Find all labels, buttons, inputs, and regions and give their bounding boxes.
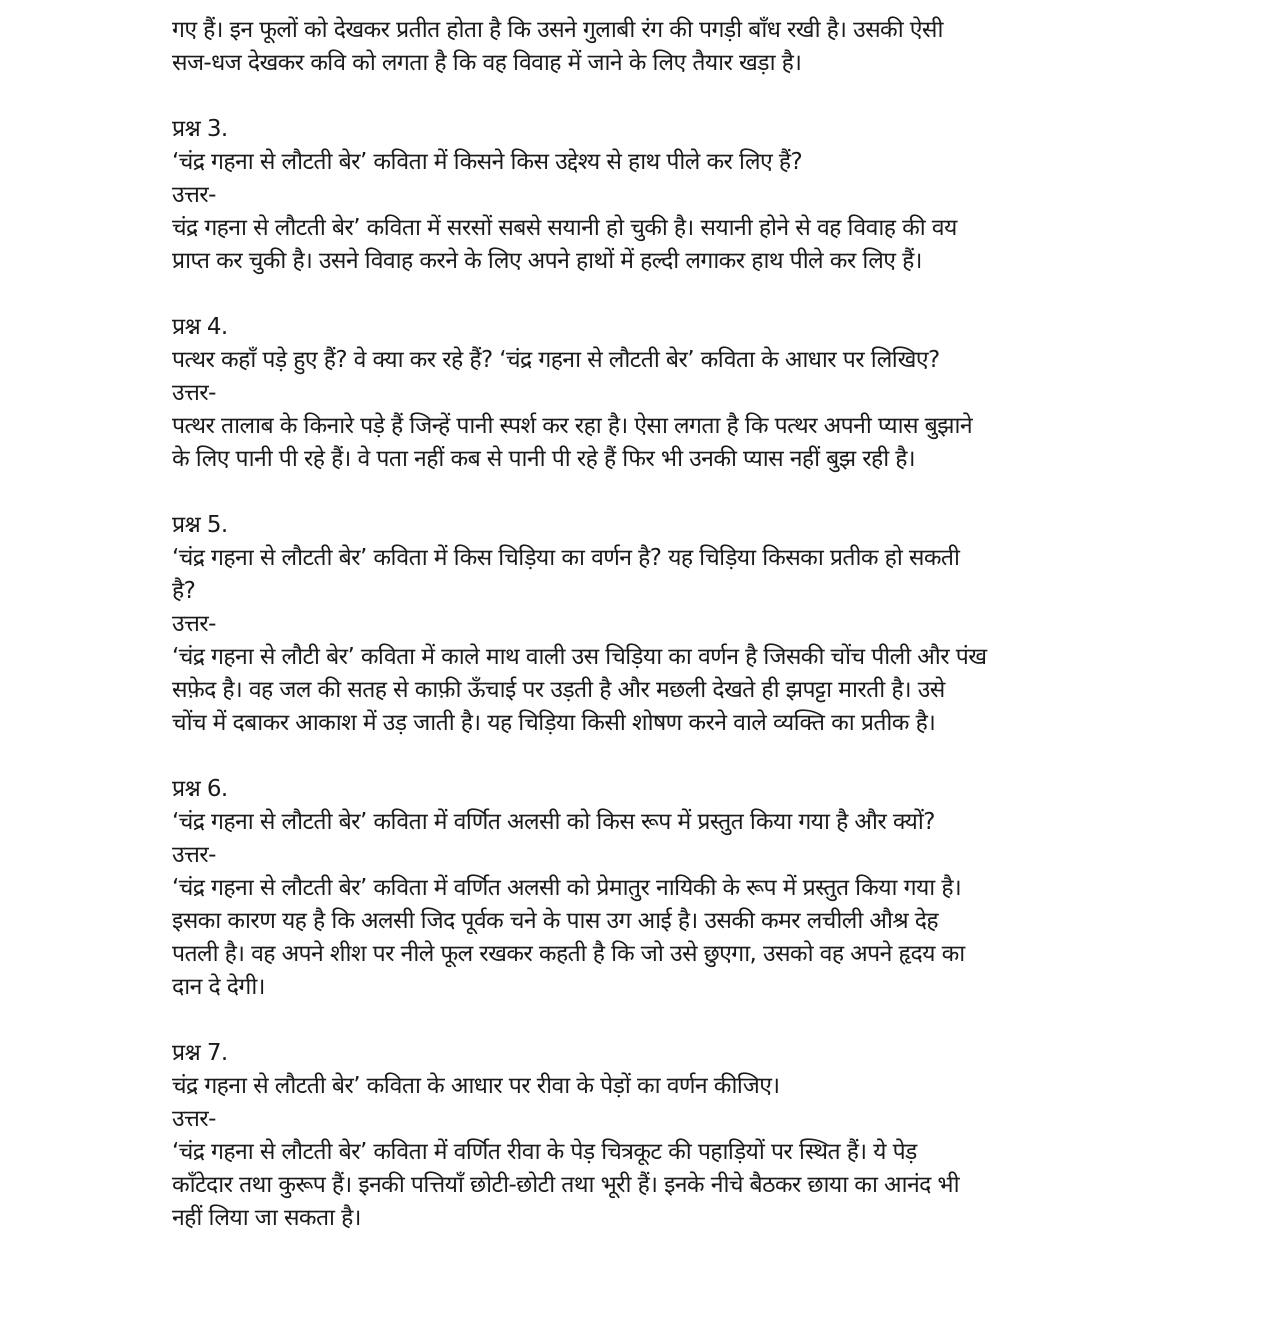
document-page [172,14,1147,1235]
answer-label: उत्तर- [172,1106,216,1132]
answer-label: उत्तर- [172,380,216,406]
question-number: प्रश्न 5. [172,512,228,538]
question-number: प्रश्न 7. [172,1040,228,1066]
question-block-4 [172,311,1147,476]
question-number: प्रश्न 3. [172,116,228,142]
answer-text: ‘चंद्र गहना से लौटती बेर’ कविता में वर्णित रीवा के पेड़ चित्रकूट की पहाड़ियों पर स्थित हैं। ये पेड़ [172,1139,917,1165]
answer-text: चंद्र गहना से लौटती बेर’ कविता में सरसों सबसे सयानी हो चुकी है। सयानी होने से वह विवाह की वय [172,215,957,241]
question-text: पत्थर कहाँ पड़े हुए हैं? वे क्या कर रहे हैं? ‘चंद्र गहना से लौटती बेर’ कविता के आधार पर लिखिए? [172,347,940,373]
question-block-6 [172,773,1147,1004]
answer-text: के लिए पानी पी रहे हैं। वे पता नहीं कब से पानी पी रहे हैं फिर भी उनकी प्यास नहीं बुझ रही है। [172,446,916,472]
answer-text: ‘चंद्र गहना से लौटती बेर’ कविता में वर्णित अलसी को प्रेमातुर नायिकी के रूप में प्रस्तुत किया गया है। [172,875,962,901]
question-number: प्रश्न 4. [172,314,228,340]
answer-text: इसका कारण यह है कि अलसी जिद पूर्वक चने के पास उग आई है। उसकी कमर लचीली औश्र देह [172,908,938,934]
answer-label: उत्तर- [172,611,216,637]
question-text: ‘चंद्र गहना से लौटती बेर’ कविता में वर्णित अलसी को किस रूप में प्रस्तुत किया गया है और क्यों? [172,809,935,835]
question-text: ‘चंद्र गहना से लौटती बेर’ कविता में किस चिड़िया का वर्णन है? यह चिड़िया किसका प्रतीक हो सकती [172,545,960,571]
answer-text: चोंच में दबाकर आकाश में उड़ जाती है। यह चिड़िया किसी शोषण करने वाले व्यक्ति का प्रतीक है। [172,710,936,736]
question-text: ‘चंद्र गहना से लौटती बेर’ कविता में किसने किस उद्देश्य से हाथ पीले कर लिए हैं? [172,149,803,175]
answer-label: उत्तर- [172,182,216,208]
answer-text: सफ़ेद है। वह जल की सतह से काफ़ी ऊँचाई पर उड़ती है और मछली देखते ही झपट्टा मारती है। उसे [172,677,945,703]
text-line: सज-धज देखकर कवि को लगता है कि वह विवाह में जाने के लिए तैयार खड़ा है। [172,50,802,76]
question-text: चंद्र गहना से लौटती बेर’ कविता के आधार पर रीवा के पेड़ों का वर्णन कीजिए। [172,1073,780,1099]
question-text: है? [172,578,196,604]
answer-text: पतली है। वह अपने शीश पर नीले फूल रखकर कहती है कि जो उसे छुएगा, उसको वह अपने हृदय का [172,941,965,967]
answer-text: नहीं लिया जा सकता है। [172,1205,361,1231]
answer-text: प्राप्त कर चुकी है। उसने विवाह करने के लिए अपने हाथों में हल्दी लगाकर हाथ पीले कर लिए हैं। [172,248,922,274]
intro-paragraph [172,14,1147,80]
answer-text: काँटेदार तथा कुरूप हैं। इनकी पत्तियाँ छोटी-छोटी तथा भूरी हैं। इनके नीचे बैठकर छाया का आनंद भी [172,1172,959,1198]
answer-text: पत्थर तालाब के किनारे पड़े हैं जिन्हें पानी स्पर्श कर रहा है। ऐसा लगता है कि पत्थर अपनी प्यास बुझाने [172,413,973,439]
text-line: गए हैं। इन फूलों को देखकर प्रतीत होता है कि उसने गुलाबी रंग की पगड़ी बाँध रखी है। उसकी ऐसी [172,17,943,43]
question-block-5 [172,509,1147,740]
question-block-7 [172,1037,1147,1235]
answer-text: ‘चंद्र गहना से लौटी बेर’ कविता में काले माथ वाली उस चिड़िया का वर्णन है जिसकी चोंच पीली और पंख [172,644,987,670]
answer-text: दान दे देगी। [172,974,265,1000]
question-block-3 [172,113,1147,278]
answer-label: उत्तर- [172,842,216,868]
question-number: प्रश्न 6. [172,776,228,802]
